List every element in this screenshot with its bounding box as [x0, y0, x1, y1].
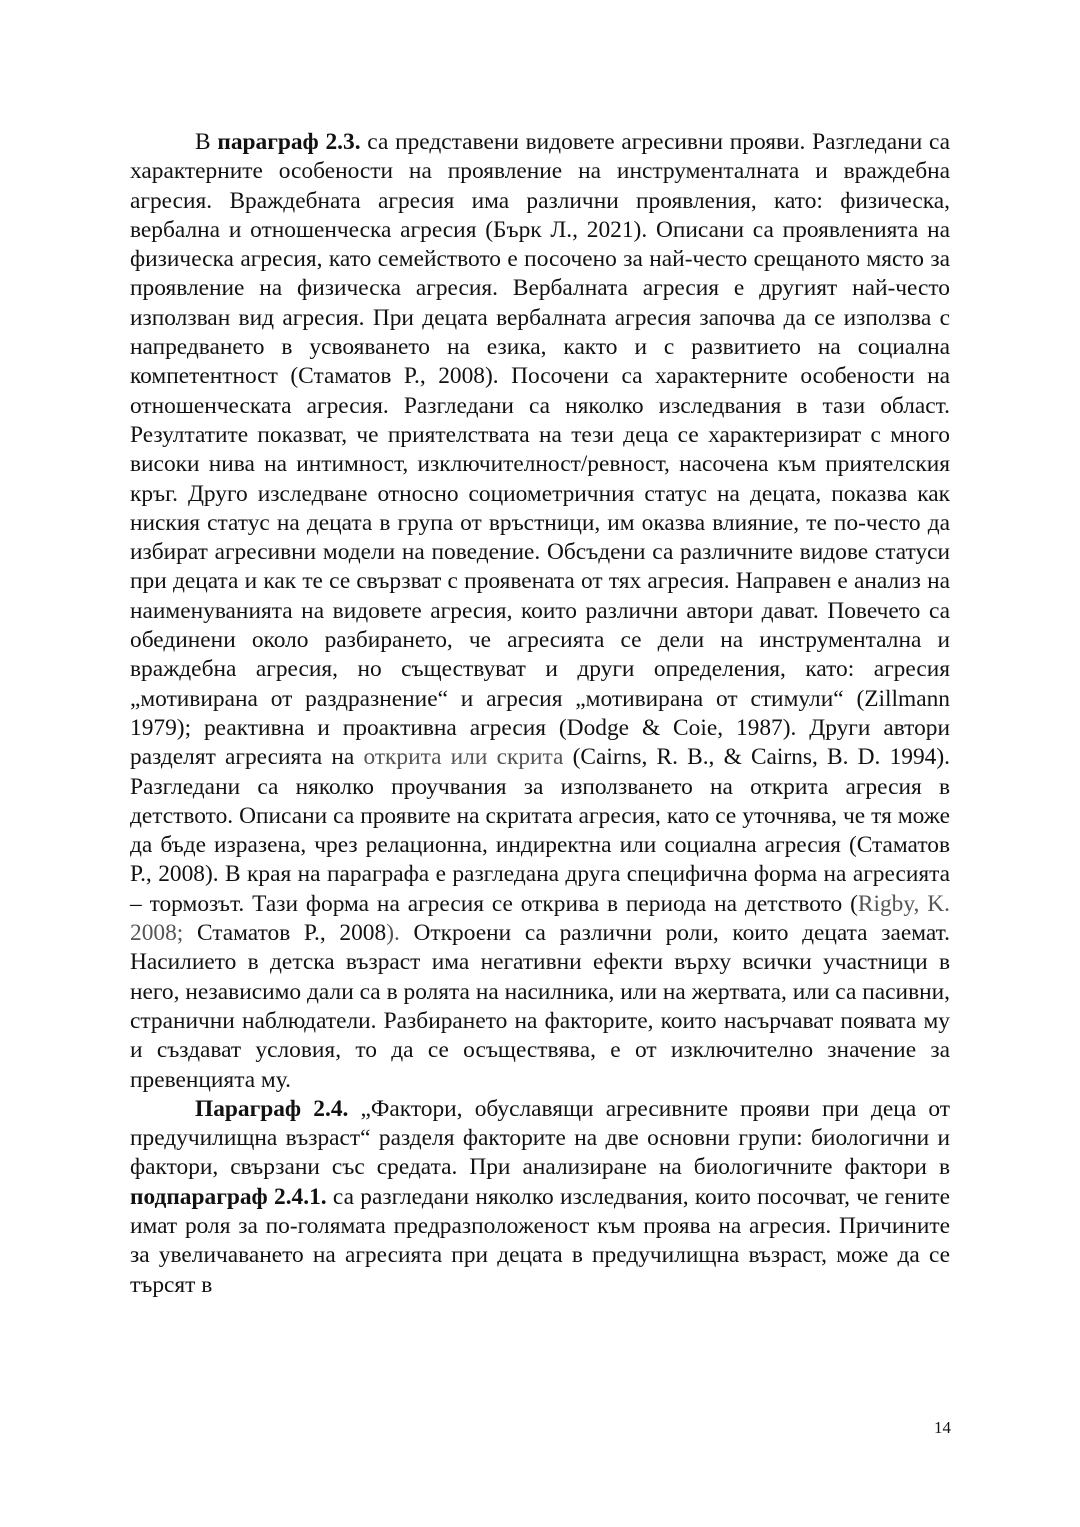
paragraph-1-grey-1: открита или скрита	[363, 744, 564, 771]
citation-close: ).	[386, 920, 400, 947]
page-body	[130, 128, 950, 1300]
paragraph-2-4-summary	[130, 1095, 950, 1300]
paragraph-1-lead: В	[195, 129, 218, 155]
paragraph-1-text-4: Откроени са различни роли, които децата заемат. Насилието в детска възраст има негативни ефекти върху всички участници в него, независимо дали са в ролята на насилника, или на жертвата, или са пасивни, странични наблюдатели. Разбирането на факторите, които насърчават появата му и създават условия, то да се осъществява, е от изключително значение за превенцията му.	[130, 920, 950, 1093]
paragraph-2-text-2: са разгледани няколко изследвания, които посочват, че гените имат роля за по-голямата предразположеност към проява на агресия. Причините за увеличаването на агресията при децата в предучилищна възраст, може да се търсят в	[130, 1183, 950, 1298]
citation-stamatov: Стаматов Р., 2008	[183, 920, 387, 947]
section-ref-2-4: Параграф 2.4.	[195, 1095, 349, 1122]
paragraph-1-text-1: са представени видовете агресивни прояви. Разгледани са характерните особености на проявление на инструменталната и враждебна агресия. Враждебната агресия има различни проявления, като: физическа, вербална и отношенческа агресия (Бърк Л., 2021). Описани са проявленията на физическа агресия, като семейството е посочено за най-често срещаното място за проявление на физическа агресия. Вербалната агресия е другият най-често използван вид агресия. При децата вербалната агресия започва да се използва с напредването в усвояването на езика, както и с развитието на социална компетентност (Стаматов Р., 2008). Посочени са характерните особености на отношенческата агресия. Разгледани са няколко изследвания в тази област. Резултатите показват, че приятелствата на тези деца се характеризират с много високи нива на интимност, изключителност/ревност, насочена към приятелския кръг. Друго изследване относно социометричния статус на децата, показва как ниския статус на децата в група от връстници, им оказва влияние, те по-често да избират агресивни модели на поведение. Обсъдени са различните видове статуси при децата и как те се свързват с проявената от тях агресия. Направен е анализ на наименуванията на видовете агресия, които различни автори дават. Повечето са обединени около разбирането, че агресията се дели на инструментална и враждебна агресия, но съществуват и други определения, като: агресия „мотивирана от раздразнение“ и агресия „мотивирана от стимули“ (Zillmann 1979); реактивна и проактивна агресия (Dodge & Coie, 1987). Други автори разделят агресията на	[130, 129, 950, 771]
section-ref-2-3: параграф 2.3.	[217, 129, 361, 155]
subsection-ref-2-4-1: подпараграф 2.4.1.	[130, 1183, 327, 1210]
paragraph-1-text-2: (Cairns, R. B., & Cairns, B. D. 1994). Разгледани са няколко проучвания за използването на открита агресия в детството. Описани са проявите на скритата агресия, като се уточнява, че тя може да бъде изразена, чрез релационна, индиректна или социална агресия (Стаматов Р., 2008). В края на параграфа е разгледана друга специфична форма на агресията – тормозът. Тази форма на агресия се открива в периода на детството (	[130, 744, 950, 917]
paragraph-2-text-1: „Фактори, обуславящи агресивните прояви при деца от предучилищна възраст“ разделя факторите на две основни групи: биологични и фактори, свързани със средата. При анализиране на биологичните фактори в	[130, 1095, 950, 1181]
page-number: 14	[934, 1418, 951, 1437]
citation-rigby: Rigby, K. 2008;	[130, 890, 950, 947]
paragraph-2-3-summary	[130, 128, 950, 1095]
